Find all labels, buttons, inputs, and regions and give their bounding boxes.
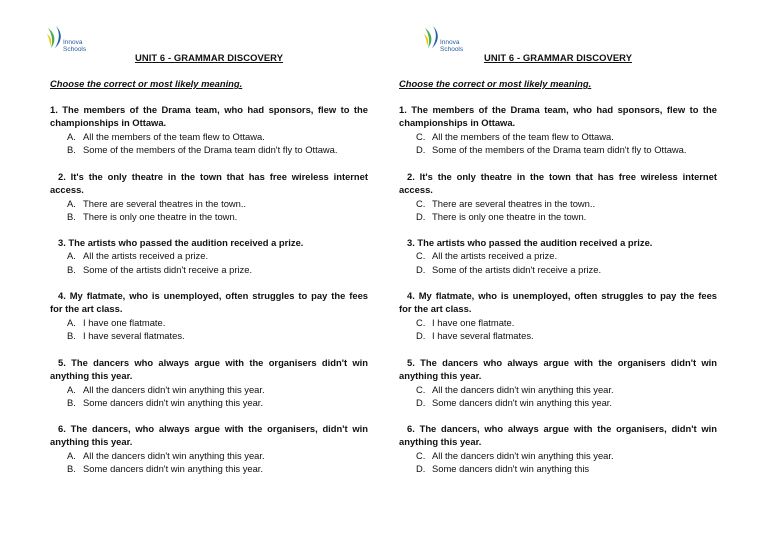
option-d[interactable] xyxy=(399,396,717,409)
option-d[interactable] xyxy=(399,462,717,475)
option-letter: D. xyxy=(416,263,426,275)
question-text: 4. My flatmate, who is unemployed, often struggles to pay the fees for the art class. xyxy=(50,290,368,315)
option-c[interactable] xyxy=(399,130,717,143)
question-text: 2. It's the only theatre in the town that has free wireless internet access. xyxy=(399,171,717,196)
option-letter: A. xyxy=(67,316,76,328)
option-text: There are several theatres in the town.. xyxy=(83,197,247,209)
worksheet-instruction: Choose the correct or most likely meaning. xyxy=(399,78,592,89)
option-text: All the members of the team flew to Ottawa. xyxy=(83,130,265,142)
option-text: Some of the artists didn't receive a prize. xyxy=(83,263,253,275)
option-a[interactable] xyxy=(50,383,368,396)
logo-wordmark xyxy=(440,39,500,53)
option-list xyxy=(50,197,368,224)
option-letter: B. xyxy=(67,330,76,342)
option-letter: C. xyxy=(416,197,426,209)
logo-line-2: Schools xyxy=(440,46,464,53)
option-list xyxy=(50,130,368,157)
option-text: Some of the members of the Drama team didn't fly to Ottawa. xyxy=(432,144,687,156)
option-letter: A. xyxy=(67,449,76,461)
option-list xyxy=(399,316,717,343)
option-list xyxy=(50,383,368,410)
worksheet-instruction: Choose the correct or most likely meaning. xyxy=(50,78,243,89)
question-text: 3. The artists who passed the audition received a prize. xyxy=(407,237,653,248)
option-d[interactable] xyxy=(399,143,717,156)
worksheet-right xyxy=(399,0,719,544)
option-text: All the dancers didn't win anything this year. xyxy=(83,383,265,395)
option-text: I have one flatmate. xyxy=(432,316,515,328)
option-letter: B. xyxy=(67,211,76,223)
option-text: I have several flatmates. xyxy=(83,330,185,342)
option-text: Some dancers didn't win anything this year. xyxy=(432,397,613,409)
question-5 xyxy=(399,356,717,410)
option-c[interactable] xyxy=(399,197,717,210)
option-list xyxy=(399,130,717,157)
option-text: Some dancers didn't win anything this year. xyxy=(83,397,264,409)
option-text: There are several theatres in the town.. xyxy=(432,197,596,209)
option-letter: C. xyxy=(416,250,426,262)
question-3 xyxy=(50,236,368,276)
logo-line-1: Innova xyxy=(440,39,460,46)
option-a[interactable] xyxy=(50,197,368,210)
option-text: Some of the members of the Drama team didn't fly to Ottawa. xyxy=(83,144,338,156)
option-list xyxy=(399,249,717,276)
option-letter: A. xyxy=(67,130,76,142)
question-1 xyxy=(399,103,717,157)
question-4 xyxy=(399,289,717,343)
question-text: 1. The members of the Drama team, who had sponsors, flew to the championships in Ottawa. xyxy=(50,104,368,129)
option-letter: B. xyxy=(67,397,76,409)
option-d[interactable] xyxy=(399,210,717,223)
question-6 xyxy=(50,422,368,476)
option-list xyxy=(399,383,717,410)
question-text: 5. The dancers who always argue with the organisers didn't win anything this year. xyxy=(50,357,368,382)
option-b[interactable] xyxy=(50,396,368,409)
option-letter: B. xyxy=(67,263,76,275)
question-4 xyxy=(50,289,368,343)
option-c[interactable] xyxy=(399,316,717,329)
question-text: 1. The members of the Drama team, who had sponsors, flew to the championships in Ottawa. xyxy=(399,104,717,129)
option-c[interactable] xyxy=(399,383,717,396)
question-text: 5. The dancers who always argue with the organisers didn't win anything this year. xyxy=(399,357,717,382)
option-letter: C. xyxy=(416,316,426,328)
option-list xyxy=(399,197,717,224)
logo-line-1: Innova xyxy=(63,39,83,46)
question-3 xyxy=(399,236,717,276)
option-a[interactable] xyxy=(50,449,368,462)
option-letter: B. xyxy=(67,144,76,156)
option-letter: D. xyxy=(416,211,426,223)
question-text: 3. The artists who passed the audition received a prize. xyxy=(58,237,304,248)
option-text: I have several flatmates. xyxy=(432,330,534,342)
option-list xyxy=(50,249,368,276)
option-c[interactable] xyxy=(399,449,717,462)
option-b[interactable] xyxy=(50,263,368,276)
option-list xyxy=(399,449,717,476)
option-letter: C. xyxy=(416,130,426,142)
worksheet-title: UNIT 6 - GRAMMAR DISCOVERY xyxy=(483,52,633,63)
option-d[interactable] xyxy=(399,329,717,342)
option-letter: A. xyxy=(67,250,76,262)
option-letter: B. xyxy=(67,463,76,475)
option-text: All the artists received a prize. xyxy=(83,250,209,262)
question-1 xyxy=(50,103,368,157)
worksheet-left xyxy=(50,0,370,544)
question-5 xyxy=(50,356,368,410)
option-c[interactable] xyxy=(399,249,717,262)
worksheet-title: UNIT 6 - GRAMMAR DISCOVERY xyxy=(134,52,284,63)
option-a[interactable] xyxy=(50,249,368,262)
option-letter: D. xyxy=(416,397,426,409)
option-text: All the dancers didn't win anything this year. xyxy=(432,383,614,395)
option-text: All the artists received a prize. xyxy=(432,250,558,262)
option-list xyxy=(50,316,368,343)
question-text: 2. It's the only theatre in the town that has free wireless internet access. xyxy=(50,171,368,196)
option-letter: A. xyxy=(67,197,76,209)
question-text: 4. My flatmate, who is unemployed, often struggles to pay the fees for the art class. xyxy=(399,290,717,315)
logo-line-2: Schools xyxy=(63,46,87,53)
option-text: Some dancers didn't win anything this year. xyxy=(83,463,264,475)
option-b[interactable] xyxy=(50,462,368,475)
question-6 xyxy=(399,422,717,476)
option-letter: A. xyxy=(67,383,76,395)
question-text: 6. The dancers, who always argue with the organisers, didn't win anything this year. xyxy=(50,423,368,448)
option-b[interactable] xyxy=(50,143,368,156)
option-letter: D. xyxy=(416,463,426,475)
option-text: All the members of the team flew to Ottawa. xyxy=(432,130,614,142)
option-text: Some dancers didn't win anything this xyxy=(432,463,590,475)
question-2 xyxy=(399,170,717,224)
option-letter: D. xyxy=(416,330,426,342)
option-text: All the dancers didn't win anything this year. xyxy=(432,449,614,461)
option-text: There is only one theatre in the town. xyxy=(432,211,587,223)
option-a[interactable] xyxy=(50,316,368,329)
logo-wordmark xyxy=(63,39,123,53)
option-text: All the dancers didn't win anything this year. xyxy=(83,449,265,461)
option-text: I have one flatmate. xyxy=(83,316,166,328)
option-d[interactable] xyxy=(399,263,717,276)
question-2 xyxy=(50,170,368,224)
question-text: 6. The dancers, who always argue with the organisers, didn't win anything this year. xyxy=(399,423,717,448)
option-text: Some of the artists didn't receive a prize. xyxy=(432,263,602,275)
option-text: There is only one theatre in the town. xyxy=(83,211,238,223)
option-letter: C. xyxy=(416,383,426,395)
option-a[interactable] xyxy=(50,130,368,143)
option-letter: D. xyxy=(416,144,426,156)
option-b[interactable] xyxy=(50,329,368,342)
option-letter: C. xyxy=(416,449,426,461)
option-b[interactable] xyxy=(50,210,368,223)
option-list xyxy=(50,449,368,476)
